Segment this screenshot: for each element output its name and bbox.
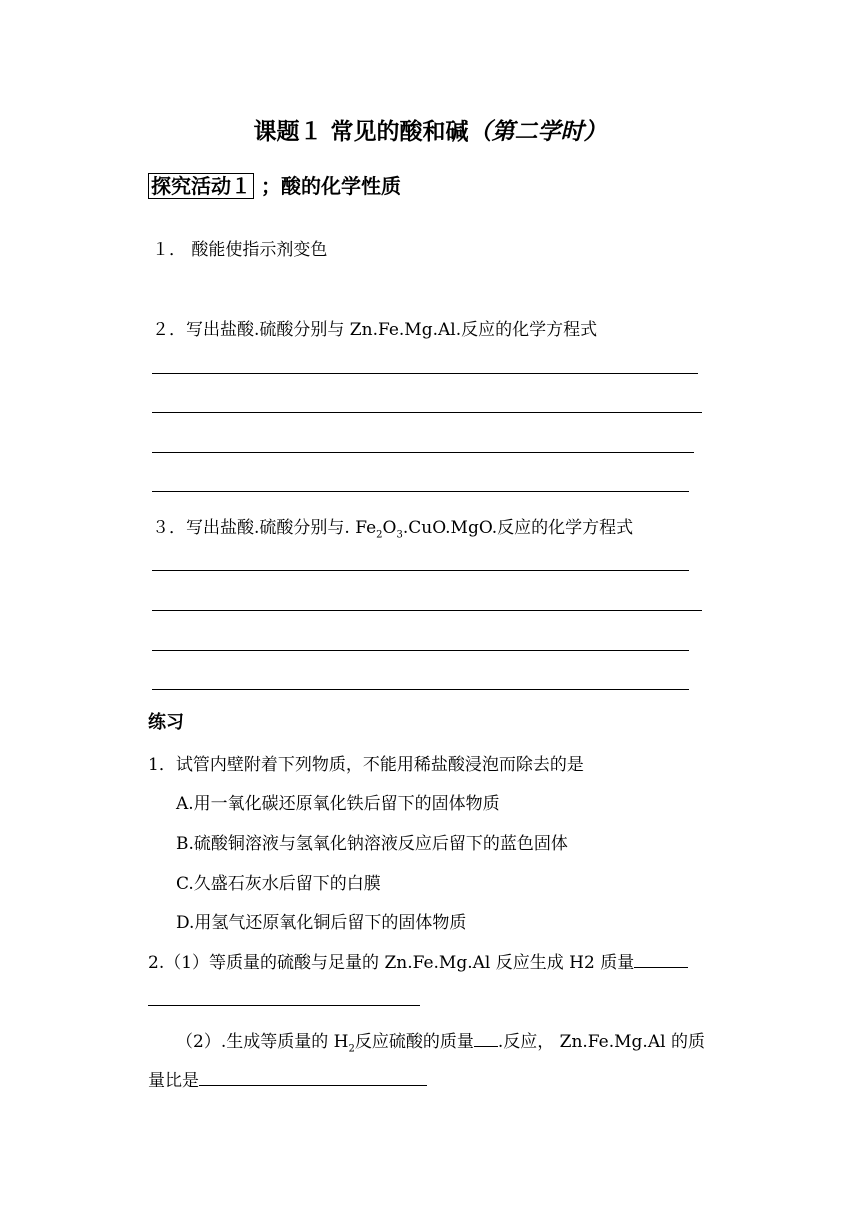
question-1: 1．试管内壁附着下列物质，不能用稀盐酸浸泡而除去的是 bbox=[148, 755, 584, 775]
answer-line bbox=[152, 610, 702, 611]
item-3-text: .CuO.MgO.反应的化学方程式 bbox=[402, 518, 634, 538]
answer-line bbox=[152, 373, 698, 374]
question-2-part-2 bbox=[176, 1027, 705, 1055]
question-2-text: （2）.生成等质量的 H bbox=[176, 1032, 349, 1052]
question-2-text: 反应硫酸的质量 bbox=[354, 1032, 474, 1052]
option-b: B.硫酸铜溶液与氢氧化钠溶液反应后留下的蓝色固体 bbox=[176, 834, 568, 854]
answer-line bbox=[148, 1005, 420, 1006]
subscript: 3 bbox=[396, 529, 403, 541]
page-title bbox=[0, 113, 860, 146]
item-3-text: ３．写出盐酸.硫酸分别与. Fe bbox=[152, 518, 377, 538]
answer-line bbox=[152, 570, 689, 571]
section-heading bbox=[148, 170, 401, 199]
question-2-text: 2.（1）等质量的硫酸与足量的 Zn.Fe.Mg.Al 反应生成 H2 质量 bbox=[148, 953, 635, 973]
option-c: C.久盛石灰水后留下的白膜 bbox=[176, 874, 381, 894]
question-2-part-1 bbox=[148, 948, 688, 973]
answer-line bbox=[152, 689, 689, 690]
answer-line bbox=[152, 491, 689, 492]
blank-line bbox=[199, 1067, 427, 1086]
option-a: A.用一氧化碳还原氧化铁后留下的固体物质 bbox=[176, 794, 500, 814]
question-2-part-2-line-2 bbox=[148, 1066, 427, 1091]
blank-line bbox=[474, 1028, 498, 1047]
item-2: ２．写出盐酸.硫酸分别与 Zn.Fe.Mg.Al.反应的化学方程式 bbox=[152, 320, 598, 340]
answer-line bbox=[152, 412, 702, 413]
answer-line bbox=[152, 452, 694, 453]
item-3 bbox=[152, 513, 634, 541]
section-title: ；酸的化学性质 bbox=[254, 174, 401, 198]
subscript: 2 bbox=[376, 529, 383, 541]
option-d: D.用氢气还原氧化铜后留下的固体物质 bbox=[176, 913, 467, 933]
blank-line bbox=[634, 949, 688, 968]
question-2-text: 量比是 bbox=[148, 1071, 199, 1091]
answer-line bbox=[152, 650, 689, 651]
title-sub: （第二学时） bbox=[468, 118, 607, 145]
activity-box: 探究活动１ bbox=[148, 173, 254, 199]
item-1: １． 酸能使指示剂变色 bbox=[152, 240, 328, 260]
question-2-text: .反应， Zn.Fe.Mg.Al 的质 bbox=[497, 1032, 705, 1052]
subscript: 2 bbox=[348, 1043, 355, 1055]
item-3-text: O bbox=[382, 518, 397, 538]
title-main: 课题１ 常见的酸和碱 bbox=[253, 118, 469, 145]
practice-heading: 练习 bbox=[148, 712, 184, 733]
